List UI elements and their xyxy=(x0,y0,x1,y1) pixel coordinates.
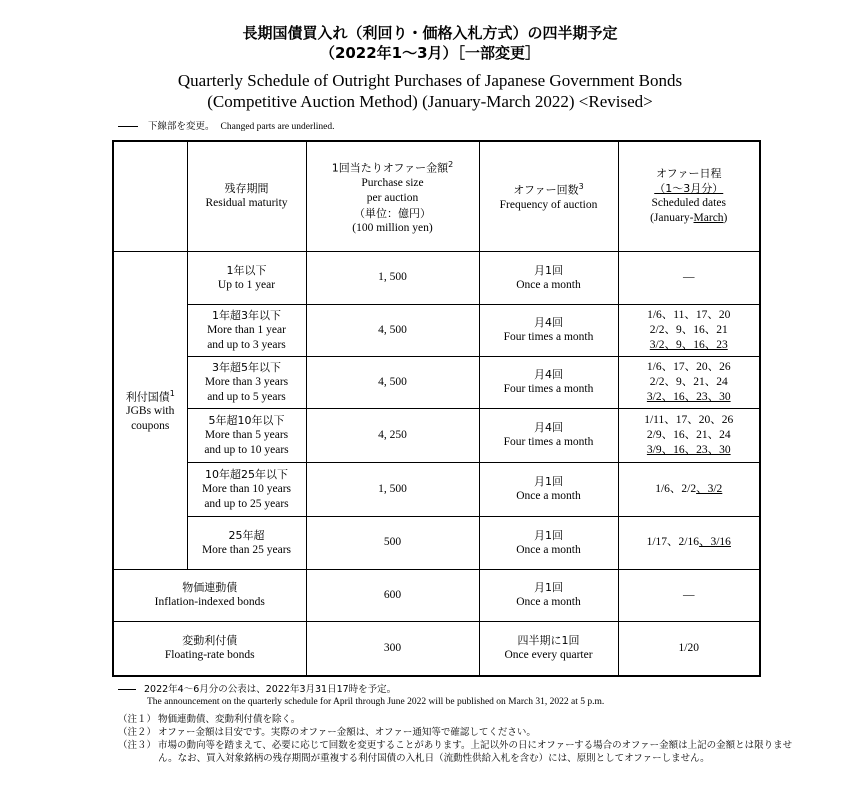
inflation-freq-ja: 月1回 xyxy=(534,581,563,594)
size-cell: 1, 500 xyxy=(306,251,479,304)
header-freq-ja-wrap xyxy=(482,179,616,198)
dates-text-changed: 、3/2 xyxy=(696,482,723,495)
note-item xyxy=(118,739,798,765)
header-size-en2: per auction xyxy=(366,191,419,204)
jgb-group-cell xyxy=(113,251,187,569)
size-cell: 1, 500 xyxy=(306,462,479,516)
header-size-note: 2 xyxy=(448,159,454,169)
underline-sample-line xyxy=(118,126,138,127)
maturity-cell xyxy=(187,304,306,356)
header-blank-cell xyxy=(113,141,187,251)
floating-label-cell xyxy=(113,621,306,676)
freq-en: Once a month xyxy=(516,490,581,502)
header-row xyxy=(113,141,760,251)
header-maturity xyxy=(187,141,306,251)
floating-freq-ja: 四半期に1回 xyxy=(517,634,580,648)
floating-freq xyxy=(479,621,618,676)
header-freq-en: Frequency of auction xyxy=(499,199,598,212)
header-freq-ja: オファー回数 xyxy=(513,184,579,198)
note-text: 物価連動債、変動利付債を除く。 xyxy=(158,714,301,725)
table-row xyxy=(113,251,760,304)
table-row xyxy=(113,516,760,569)
maturity-ja: 10年超25年以下 xyxy=(205,467,288,481)
dates-line: 1/6、11、17、20 xyxy=(647,308,731,321)
announcement-footer xyxy=(118,683,818,709)
freq-cell xyxy=(479,516,618,569)
dates-text: 1/6、2/2 xyxy=(655,482,697,495)
inflation-freq-en: Once a month xyxy=(516,596,581,608)
title-ja-line1: 長期国債買入れ（利回り・価格入札方式）の四半期予定 xyxy=(242,24,618,42)
table-row xyxy=(113,408,760,462)
maturity-ja: 5年超10年以下 xyxy=(208,413,285,427)
floating-row xyxy=(113,621,760,676)
title-en-line2: (Competitive Auction Method) (January-March 2022) <Revised> xyxy=(207,92,653,111)
freq-cell xyxy=(479,304,618,356)
dates-line: 1/6、17、20、26 xyxy=(646,360,731,373)
jgb-group-en1: JGBs with xyxy=(126,405,175,418)
dates-cell xyxy=(618,251,760,304)
maturity-ja: 25年超 xyxy=(228,528,265,542)
dates-line: 2/2、9、21、24 xyxy=(649,375,728,388)
note-label: （注３） xyxy=(118,740,157,751)
dates-line-changed: 3/2、16、23、30 xyxy=(646,390,731,403)
dates-cell xyxy=(618,356,760,408)
dates-line: 2/9、16、21、24 xyxy=(646,428,731,441)
floating-freq-en: Once every quarter xyxy=(504,649,593,662)
dates-line: — xyxy=(683,271,695,283)
jgb-group-ja: 利付国債 xyxy=(125,390,170,404)
header-dates-ja2: （1～3月分） xyxy=(654,182,724,196)
freq-en: Four times a month xyxy=(503,436,594,448)
jgb-group-en2: coupons xyxy=(131,420,170,433)
freq-ja: 月4回 xyxy=(534,421,563,434)
floating-ja: 変動利付債 xyxy=(182,634,238,648)
note-text: 市場の動向等を踏まえて、必要に応じて回数を変更することがあります。上記以外の日にオファーする場合のオファー金額は上記の金額とは限りません。なお、買入対象銘柄の残存期間が重複する利付国債の入札日（流動性供給入札を含む）には、原則としてオファーしません。 xyxy=(158,740,793,764)
footer-en: The announcement on the quarterly schedule for April through June 2022 will be published on March 31, 2022 at 5 p.m. xyxy=(147,697,605,707)
table-row xyxy=(113,356,760,408)
freq-cell xyxy=(479,462,618,516)
freq-ja: 月1回 xyxy=(534,263,563,277)
freq-cell xyxy=(479,408,618,462)
header-size-ja: 1回当たりオファー金額 xyxy=(331,161,449,175)
freq-en: Once a month xyxy=(516,543,581,556)
header-dates-en2 xyxy=(621,211,758,226)
header-size-ja-wrap xyxy=(309,157,477,176)
freq-en: Four times a month xyxy=(503,383,594,395)
header-frequency xyxy=(479,141,618,251)
dates-line-changed: 3/9、16、23、30 xyxy=(646,443,731,456)
footer-ja-line xyxy=(118,683,818,696)
jgb-group-note: 1 xyxy=(169,388,175,398)
inflation-size: 600 xyxy=(306,569,479,621)
maturity-ja: 1年超3年以下 xyxy=(212,308,281,322)
maturity-en: More than 25 years xyxy=(201,543,292,556)
floating-dates: 1/20 xyxy=(618,621,760,676)
maturity-cell xyxy=(187,251,306,304)
header-dates-en1: Scheduled dates xyxy=(651,197,726,210)
maturity-ja: 1年以下 xyxy=(226,263,267,277)
inflation-en: Inflation-indexed bonds xyxy=(154,596,265,608)
note-text: オファー金額は目安です。実際のオファー金額は、オファー通知等で確認してください。 xyxy=(158,727,536,738)
size-cell: 4, 500 xyxy=(306,304,479,356)
maturity-en-2: and up to 10 years xyxy=(204,443,289,456)
header-dates xyxy=(618,141,760,251)
title-en-line1: Quarterly Schedule of Outright Purchases of Japanese Government Bonds xyxy=(177,71,683,90)
maturity-en: Up to 1 year xyxy=(217,278,276,291)
header-dates-en2b: March xyxy=(693,212,724,225)
header-size xyxy=(306,141,479,251)
inflation-label-cell xyxy=(113,569,306,621)
table-row xyxy=(113,462,760,516)
freq-en: Once a month xyxy=(516,278,581,291)
legend-en: Changed parts are underlined. xyxy=(220,122,335,132)
header-dates-ja1: オファー日程 xyxy=(656,167,722,181)
freq-ja: 月4回 xyxy=(534,316,563,329)
maturity-en: More than 3 years xyxy=(204,375,289,388)
maturity-en-2: and up to 5 years xyxy=(207,390,286,403)
legend-ja: 下線部を変更。 xyxy=(148,121,215,132)
size-cell: 4, 500 xyxy=(306,356,479,408)
footer-ja: 2022年4～6月分の公表は、2022年3月31日17時を予定。 xyxy=(144,684,397,695)
underline-legend xyxy=(118,118,334,132)
dates-cell xyxy=(618,462,760,516)
freq-cell xyxy=(479,251,618,304)
maturity-en-2: and up to 25 years xyxy=(204,497,289,510)
title-ja-line2: （2022年1～3月）［一部変更］ xyxy=(319,44,541,62)
maturity-ja: 3年超5年以下 xyxy=(212,360,281,374)
footer-dash xyxy=(118,689,136,690)
maturity-cell xyxy=(187,516,306,569)
schedule-table xyxy=(112,140,761,677)
inflation-dates: — xyxy=(618,569,760,621)
size-cell: 4, 250 xyxy=(306,408,479,462)
header-freq-note: 3 xyxy=(578,182,584,192)
inflation-row xyxy=(113,569,760,621)
maturity-cell xyxy=(187,356,306,408)
header-size-unit-ja: （単位：億円） xyxy=(354,206,431,220)
maturity-en-2: and up to 3 years xyxy=(207,338,286,351)
floating-en: Floating-rate bonds xyxy=(164,649,255,662)
dates-text-changed: 、3/16 xyxy=(698,536,731,548)
header-size-en1: Purchase size xyxy=(361,176,424,189)
size-cell: 500 xyxy=(306,516,479,569)
maturity-cell xyxy=(187,408,306,462)
inflation-ja: 物価連動債 xyxy=(182,581,238,594)
note-label: （注２） xyxy=(118,727,157,738)
inflation-freq xyxy=(479,569,618,621)
freq-ja: 月1回 xyxy=(534,475,563,488)
maturity-en: More than 1 year xyxy=(207,323,286,336)
dates-cell xyxy=(618,516,760,569)
header-maturity-en: Residual maturity xyxy=(205,197,288,210)
header-dates-en2c: ) xyxy=(723,212,728,225)
floating-size: 300 xyxy=(306,621,479,676)
notes-section xyxy=(118,713,798,765)
freq-cell xyxy=(479,356,618,408)
note-label: （注１） xyxy=(118,714,157,725)
header-size-unit-en: (100 million yen) xyxy=(352,221,433,234)
freq-ja: 月4回 xyxy=(534,368,563,381)
jgb-group-ja-wrap xyxy=(116,386,185,405)
header-dates-en2a: (January- xyxy=(650,212,694,225)
dates-line-changed: 3/2、9、16、23 xyxy=(649,338,728,351)
header-maturity-ja: 残存期間 xyxy=(224,182,269,196)
freq-ja: 月1回 xyxy=(534,528,563,542)
maturity-cell xyxy=(187,462,306,516)
dates-line: 2/2、9、16、21 xyxy=(649,323,728,336)
maturity-en: More than 5 years xyxy=(204,428,289,441)
dates-cell xyxy=(618,408,760,462)
dates-cell xyxy=(618,304,760,356)
freq-en: Four times a month xyxy=(503,331,594,343)
table-row xyxy=(113,304,760,356)
dates-line: 1/11、17、20、26 xyxy=(644,413,734,426)
dates-text: 1/17、2/16 xyxy=(646,536,699,548)
maturity-en: More than 10 years xyxy=(201,482,292,495)
note-item xyxy=(118,726,798,739)
note-item xyxy=(118,713,798,726)
